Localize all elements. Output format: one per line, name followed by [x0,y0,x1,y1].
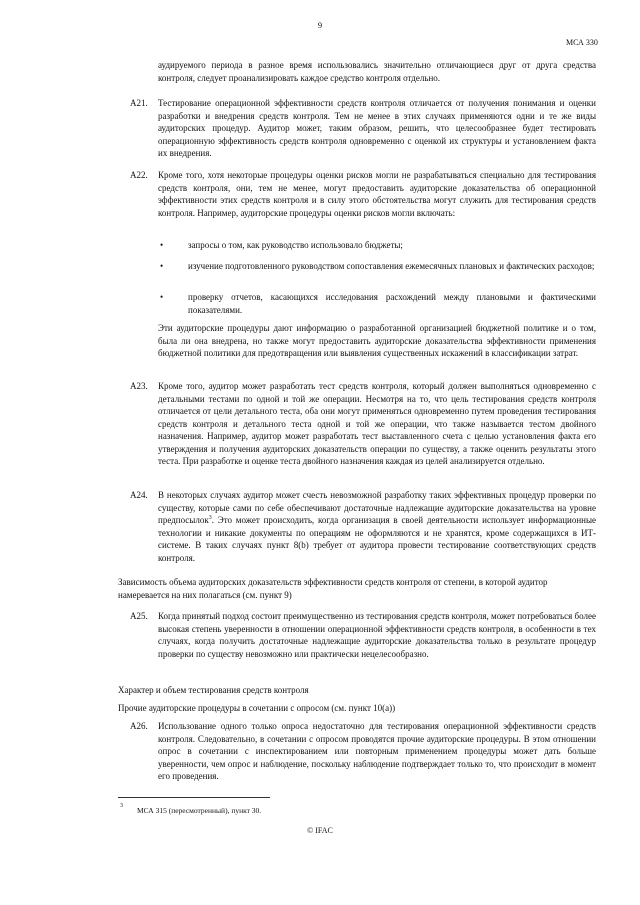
page-number: 9 [317,20,323,30]
paragraph-label-a25: A25. [130,611,148,621]
subsection-heading-inquiry: Прочие аудиторские процедуры в сочетании с опросом (см. пункт 10(а)) [118,703,396,713]
footnote-number: 3 [120,803,123,809]
paragraph-a24: В некоторых случаях аудитор может счесть невозможной разработку таких эффективных процедур проверки по существу, которые сами по себе обеспечивают достаточные надлежащие аудиторские доказательства на уровне предпосылок$^3$. Это может происходить, когда организация в своей деятельности использует информационные технологии и никакие документы по операциям не оформляются и не хранятся, кроме содержащихся в ИТ-системе. В таких случаях пункт 8(b) требует от аудитора провести тестирование соответствующих средств контроля. [158,490,596,563]
section-heading-nature-extent: Характер и объем тестирования средств контроля [118,685,309,695]
standard-code: МСА 330 [566,38,598,47]
bullet-icon: • [160,240,164,250]
paragraph-a25: Когда принятый подход состоит преимущественно из тестирования средств контроля, может потребоваться более высокая степень уверенности в отношении операционной эффективности средств контроля, в особенности в тех случаях, когда получить достаточные надлежащие аудиторские доказательства только в результате процедур проверки по существу невозможно или практически нецелесообразно. [158,611,596,659]
bullet-item-1: запросы о том, как руководство использовало бюджеты; [188,240,403,250]
footnote-text: МСА 315 (пересмотренный), пункт 30. [137,806,262,815]
bullet-item-3: проверку отчетов, касающихся исследования расхождений между плановыми и фактическими показателями. [188,292,596,315]
paragraph-label-a22: A22. [130,170,148,180]
paragraph-a26: Использование одного только опроса недостаточно для тестирования операционной эффективности средств контроля. Следовательно, в сочетании с опросом проводятся прочие аудиторские процедуры. В этом отношении опрос в сочетании с инспектированием или повторным применением процедуры может дать больше уверенности, чем опрос и наблюдение, поскольку наблюдение подтверждает только то, что происходит в момент его проведения. [158,721,596,781]
bullet-item-2: изучение подготовленного руководством сопоставления ежемесячных плановых и фактических расходов; [188,261,595,271]
paragraph-a22-continuation: Эти аудиторские процедуры дают информацию о разработанной организацией бюджетной политике и о том, была ли она внедрена, но также могут предоставить аудиторские доказательства эффективности применения бюджетной политики для предотвращения или выявления существенных искажений в классификации затрат. [158,323,596,358]
bullet-icon: • [160,261,164,271]
footnote-divider [118,797,270,798]
copyright-footer: © IFAC [307,826,333,835]
intro-paragraph: аудируемого периода в разное время использовались значительно отличающиеся друг от друга средства контроля, следует проанализировать каждое средство контроля отдельно. [158,60,596,83]
bullet-icon: • [160,292,164,302]
paragraph-a21: Тестирование операционной эффективности средств контроля отличается от получения понимания и оценки разработки и внедрения средств контроля. Тем не менее в этих случаях применяются одни и те же виды аудиторских процедур. Аудитор может, таким образом, решить, что целесообразнее будет тестировать операционную эффективность средств контроля одновременно с оценкой их структуры и установлением факта их внедрения. [158,98,596,158]
paragraph-a22: Кроме того, хотя некоторые процедуры оценки рисков могли не разрабатываться специально для тестирования средств контроля, они, тем не менее, могут предоставить аудиторские доказательства об операционной эффективности этих средств контроля и в силу этого обстоятельства могут служить для тестирования средств контроля. Например, аудиторские процедуры оценки рисков могли включать: [158,170,596,218]
footnote-ref: 3 [208,515,212,521]
section-heading-reliance: Зависимость объема аудиторских доказательств эффективности средств контроля от степени, в которой аудитор намеревается на них полагаться (см. пункт 9) [118,577,548,600]
paragraph-label-a23: A23. [130,381,148,391]
paragraph-a23: Кроме того, аудитор может разработать тест средств контроля, который должен выполняться одновременно с детальными тестами по одной и той же операции. Несмотря на то, что цель тестирования средств контроля отличается от цели детального теста, оба они могут применяться одновременно путем проведения тестирования средств контроля и детального теста одной и той же операции, что также называется тестом двойного назначения. Например, аудитор может разработать тест выставленного счета с целью установления факта его утверждения и получения аудиторских доказательств операции по существу, а также оценить результаты этого теста. При разработке и оценке теста двойного назначения каждая из целей анализируется отдельно. [158,381,596,466]
paragraph-label-a21: A21. [130,98,148,108]
paragraph-label-a24: A24. [130,490,148,500]
paragraph-label-a26: A26. [130,721,148,731]
